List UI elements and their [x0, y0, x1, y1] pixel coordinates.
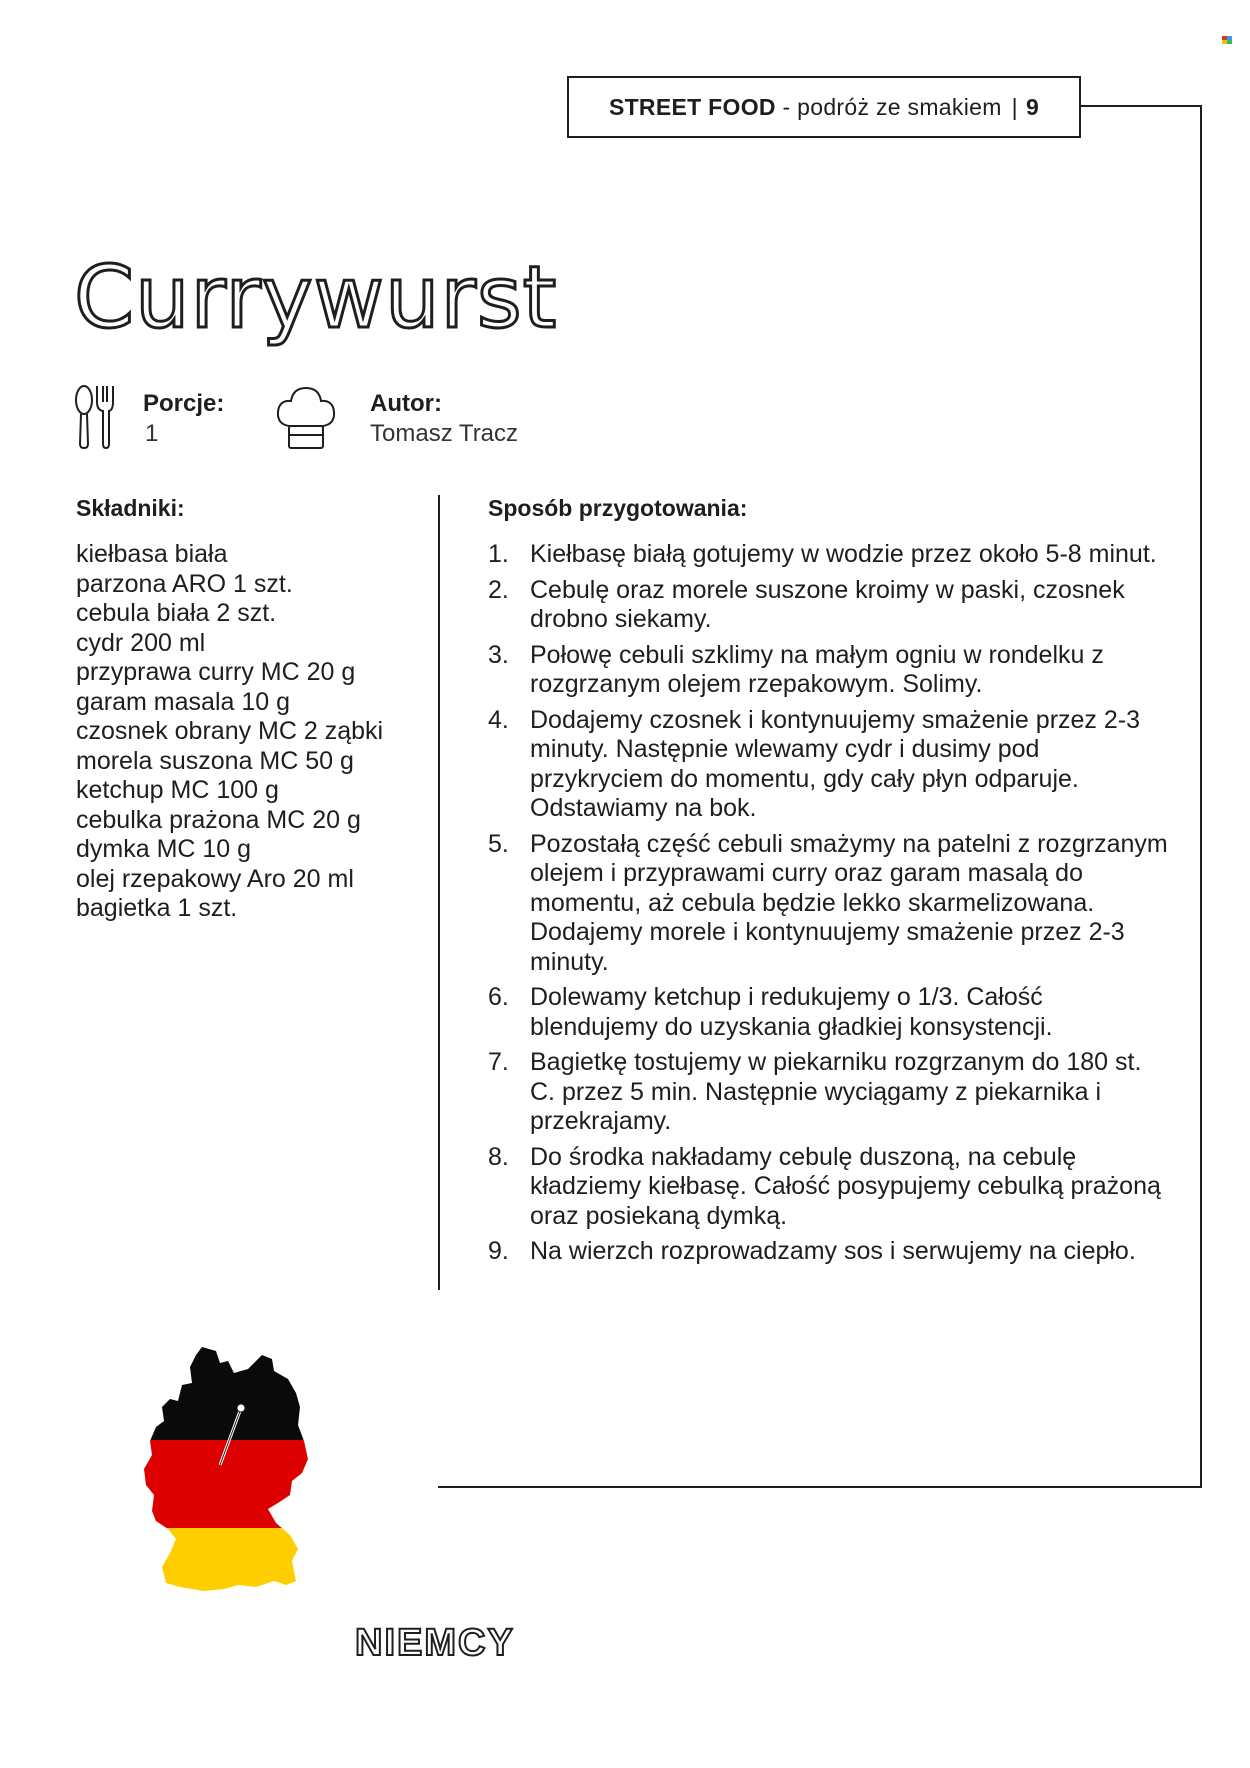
step-item — [488, 706, 1168, 824]
step-number: 1. — [488, 540, 509, 568]
author-value: Tomasz Tracz — [370, 420, 519, 447]
frame-line-bottom — [438, 1486, 1202, 1488]
step-item — [488, 641, 1168, 700]
list-item: cebulka prażona MC 20 g — [76, 805, 361, 834]
list-item: cydr 200 ml — [76, 628, 206, 657]
frame-line-top — [1081, 105, 1202, 107]
step-text: Do środka nakładamy cebulę duszoną, na cebulę kładziemy kiełbasę. Całość posypujemy cebulką prażoną oraz posiekaną dymką. — [530, 1142, 1161, 1230]
step-text: Połowę cebuli szklimy na małym ogniu w rondelku z rozgrzanym olejem rzepakowym. Solimy. — [530, 640, 1104, 698]
header-title-rest: - podróż ze smakiem — [775, 93, 1002, 120]
preparation-heading: Sposób przygotowania: — [488, 495, 748, 521]
page-number: 9 — [1025, 93, 1040, 120]
header-separator: | — [1011, 93, 1018, 120]
step-item — [488, 1048, 1168, 1137]
chef-hat-icon — [275, 384, 337, 450]
list-item: parzona ARO 1 szt. — [76, 569, 293, 598]
step-text: Pozostałą część cebuli smażymy na patelni z rozgrzanym olejem i przyprawami curry oraz garam masalą do momentu, aż cebula będzie lekko skarmelizowana. Dodajemy morele i kontynuujemy smażenie przez 2-3 minuty. — [530, 829, 1168, 976]
preparation-steps — [488, 540, 1168, 1273]
list-item: garam masala 10 g — [76, 687, 291, 716]
recipe-title: Currywurst — [74, 248, 558, 348]
flag-stripe-red — [140, 1440, 340, 1528]
step-number: 5. — [488, 829, 509, 858]
author-label: Autor: — [370, 390, 442, 417]
list-item: ketchup MC 100 g — [76, 776, 279, 804]
list-item: olej rzepakowy Aro 20 ml — [76, 864, 354, 893]
corner-mark-icon — [1222, 36, 1232, 44]
list-item: dymka MC 10 g — [76, 835, 252, 863]
step-number: 4. — [488, 705, 509, 734]
list-item: bagietka 1 szt. — [76, 894, 238, 922]
header-box — [567, 76, 1081, 138]
ingredients-list — [76, 540, 416, 924]
step-text: Bagietkę tostujemy w piekarniku rozgrzanym do 180 st. C. przez 5 min. Następnie wyciągamy z piekarnika i przekrajamy. — [530, 1048, 1142, 1135]
step-text: Na wierzch rozprowadzamy sos i serwujemy na ciepło. — [530, 1237, 1136, 1265]
step-text: Dolewamy ketchup i redukujemy o 1/3. Całość blendujemy do uzyskania gładkiej konsystencji. — [530, 983, 1053, 1041]
list-item: czosnek obrany MC 2 ząbki — [76, 717, 384, 745]
step-item — [488, 540, 1168, 570]
step-number: 9. — [488, 1237, 509, 1265]
step-item — [488, 1237, 1168, 1267]
step-number: 6. — [488, 983, 509, 1011]
step-item — [488, 576, 1168, 635]
ingredients-heading: Składniki: — [76, 495, 185, 521]
step-item — [488, 983, 1168, 1042]
list-item: kiełbasa biała — [76, 540, 228, 568]
header-title-strong: STREET FOOD — [608, 93, 776, 120]
portions-value: 1 — [145, 420, 159, 447]
cutlery-icon — [72, 384, 114, 450]
step-number: 2. — [488, 575, 509, 604]
step-item — [488, 1143, 1168, 1232]
step-number: 8. — [488, 1142, 509, 1171]
frame-line-right — [1200, 105, 1202, 1488]
column-divider — [438, 495, 440, 1290]
country-name: NIEMCY — [355, 1622, 515, 1664]
step-text: Dodajemy czosnek i kontynuujemy smażenie przez 2-3 minuty. Następnie wlewamy cydr i dusimy pod przykryciem do momentu, gdy cały płyn odparuje. Odstawiamy na bok. — [530, 705, 1140, 822]
flag-stripe-gold — [140, 1528, 340, 1615]
step-item — [488, 830, 1168, 978]
germany-map-icon — [140, 1345, 340, 1615]
step-text: Cebulę oraz morele suszone kroimy w paski, czosnek drobno siekamy. — [530, 575, 1125, 633]
step-text: Kiełbasę białą gotujemy w wodzie przez około 5-8 minut. — [530, 540, 1157, 568]
list-item: przyprawa curry MC 20 g — [76, 658, 356, 686]
list-item: cebula biała 2 szt. — [76, 599, 277, 627]
flag-stripe-black — [140, 1345, 340, 1440]
list-item: morela suszona MC 50 g — [76, 746, 354, 775]
step-number: 3. — [488, 640, 509, 669]
step-number: 7. — [488, 1048, 509, 1076]
portions-label: Porcje: — [143, 390, 225, 417]
